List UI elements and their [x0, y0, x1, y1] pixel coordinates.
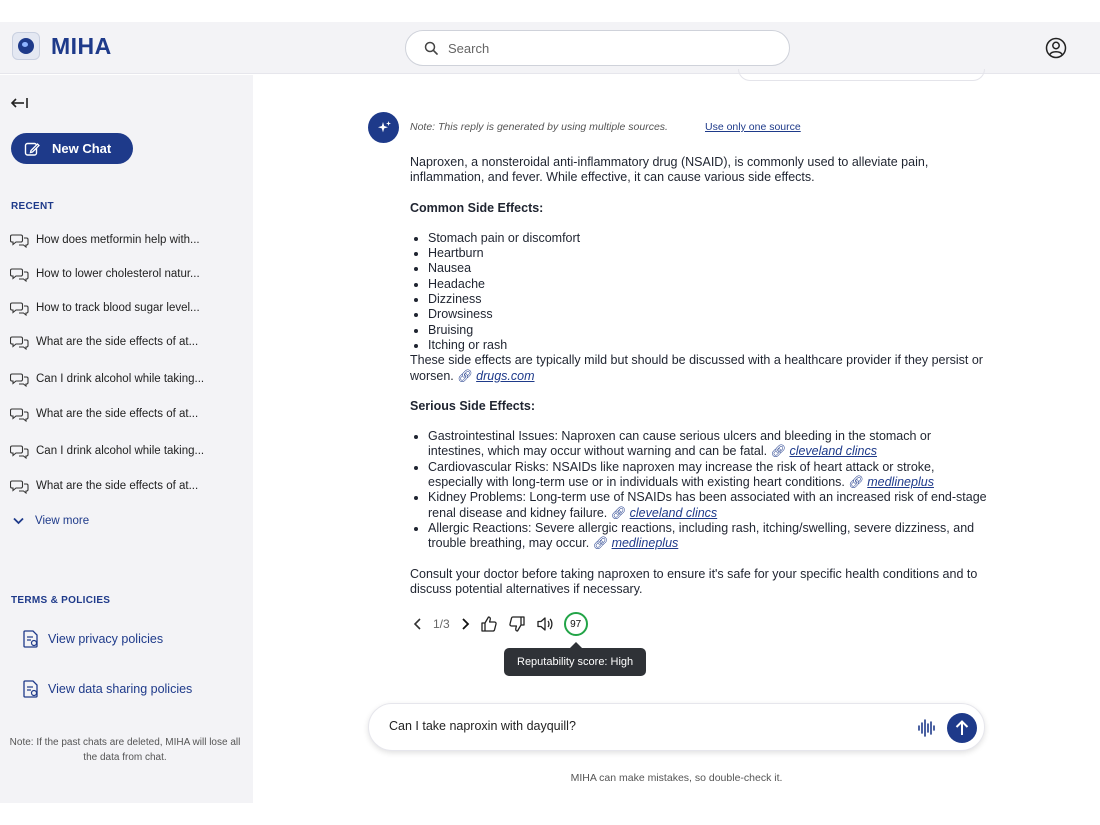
recent-chat-title: Can I drink alcohol while taking...	[36, 445, 205, 457]
source-label: medlineplus	[611, 536, 679, 551]
data-sharing-policies-label: View data sharing policies	[48, 682, 193, 696]
thumbs-up-icon[interactable]	[480, 615, 498, 633]
recent-chat-item[interactable]	[10, 475, 225, 497]
list-item: • Dizziness	[428, 292, 990, 307]
terms-section-title: TERMS & POLICIES	[11, 595, 111, 606]
view-more-label: View more	[35, 515, 90, 527]
list-item: • Nausea	[428, 261, 990, 276]
list-item-text: Cardiovascular Risks: NSAIDs like naproxen may increase the risk of heart attack or stroke, especially with long-term use or in individuals with existing heart conditions.	[428, 459, 935, 490]
source-link[interactable]	[593, 536, 679, 550]
recent-chat-title: How to track blood sugar level...	[36, 302, 200, 314]
source-label: medlineplus	[867, 475, 934, 490]
arrow-up-icon	[955, 720, 969, 736]
chat-bubble-icon	[10, 233, 29, 248]
reply-sources-note: Note: This reply is generated by using multiple sources.	[410, 121, 668, 133]
reputability-tooltip: Reputability score: High	[504, 648, 646, 676]
search-input[interactable]	[448, 41, 748, 56]
new-chat-button[interactable]	[11, 133, 133, 164]
chat-bubble-icon	[10, 267, 29, 282]
source-link[interactable]	[457, 369, 534, 383]
recent-chat-item[interactable]	[10, 440, 225, 462]
source-link[interactable]	[848, 475, 934, 489]
search-icon	[424, 41, 438, 55]
recent-section-title: RECENT	[11, 201, 54, 212]
list-item: • Heartburn	[428, 246, 990, 261]
thumbs-down-icon[interactable]	[508, 615, 526, 633]
list-item: • Itching or rash	[428, 338, 990, 353]
recent-chat-item[interactable]	[10, 331, 225, 353]
new-chat-label: New Chat	[52, 141, 112, 156]
assistant-avatar	[368, 112, 399, 143]
recent-chat-title: How to lower cholesterol natur...	[36, 268, 200, 280]
list-item-text: Allergic Reactions: Severe allergic reactions, including rash, itching/swelling, severe dizziness, and trouble breathing, may occur.	[428, 520, 975, 551]
source-label: cleveland clincs	[789, 444, 877, 459]
policy-document-icon	[23, 630, 39, 648]
common-effects-heading: Common Side Effects:	[410, 200, 544, 215]
recent-chat-item[interactable]	[10, 368, 225, 390]
link-icon: 🔗︎	[457, 368, 474, 383]
common-effects-list	[410, 231, 990, 353]
list-item	[428, 460, 990, 491]
list-item: • Bruising	[428, 323, 990, 338]
top-bar	[0, 22, 1100, 74]
list-item: • Drowsiness	[428, 307, 990, 322]
reputability-score-badge[interactable]	[564, 612, 588, 636]
recent-chat-title: What are the side effects of at...	[36, 408, 199, 420]
list-item	[428, 521, 990, 552]
recent-chat-title: Can I drink alcohol while taking...	[36, 373, 205, 385]
app-name: MIHA	[51, 33, 112, 59]
send-button[interactable]	[947, 713, 977, 743]
pager-label: 1/3	[433, 617, 450, 631]
privacy-policies-label: View privacy policies	[48, 632, 164, 646]
policy-document-icon	[23, 680, 39, 698]
common-footer-text: These side effects are typically mild but should be discussed with a healthcare provider if they persist or worsen.	[410, 353, 983, 383]
reply-body	[410, 155, 990, 597]
disclaimer-text: MIHA can make mistakes, so double-check it.	[570, 772, 783, 784]
chevron-right-icon[interactable]	[460, 618, 470, 630]
chat-bubble-icon	[10, 407, 29, 422]
recent-chat-title: What are the side effects of at...	[36, 336, 199, 348]
chat-bubble-icon	[10, 335, 29, 350]
recent-chat-item[interactable]	[10, 263, 225, 285]
chat-bubble-icon	[10, 479, 29, 494]
use-one-source-link[interactable]: Use only one source	[705, 121, 801, 133]
chat-bubble-icon	[10, 444, 29, 459]
privacy-policies-link[interactable]	[23, 630, 163, 648]
source-label: cleveland clincs	[629, 505, 718, 520]
source-label: drugs.com	[476, 368, 535, 383]
recent-chat-item[interactable]	[10, 403, 225, 425]
sidebar	[0, 75, 253, 803]
serious-effects-heading: Serious Side Effects:	[410, 398, 536, 413]
previous-message-bubble	[738, 69, 985, 81]
message-composer	[368, 703, 985, 751]
common-effects-footer	[410, 353, 990, 384]
miha-logo-icon	[12, 32, 40, 60]
sparkle-icon	[376, 120, 392, 136]
chevron-down-icon	[13, 517, 24, 525]
user-account-icon[interactable]	[1045, 37, 1067, 59]
list-item	[428, 429, 990, 460]
list-item-text: Kidney Problems: Long-term use of NSAIDs has been associated with an increased risk of end-stage renal disease and kidney failure.	[428, 490, 987, 520]
search-bar[interactable]	[405, 30, 790, 66]
list-item-text: Gastrointestinal Issues: Naproxen can cause serious ulcers and bleeding in the stomach or intestines, which may occur without warning and can be fatal.	[428, 429, 932, 459]
speaker-icon[interactable]	[536, 615, 554, 633]
collapse-sidebar-icon[interactable]	[10, 95, 30, 115]
list-item: • Stomach pain or discomfort	[428, 231, 990, 246]
chat-bubble-icon	[10, 301, 29, 316]
chat-bubble-icon	[10, 372, 29, 387]
serious-effects-list	[410, 429, 990, 551]
edit-icon	[24, 141, 40, 157]
source-link[interactable]	[771, 444, 877, 458]
view-more-button[interactable]	[13, 515, 89, 527]
sidebar-note: Note: If the past chats are deleted, MIHA will lose all the data from chat.	[9, 737, 241, 763]
recent-chat-item[interactable]	[10, 297, 225, 319]
list-item	[428, 490, 990, 521]
recent-chat-item[interactable]	[10, 229, 225, 251]
link-icon: 🔗︎	[592, 536, 609, 551]
score-value: 97	[570, 618, 582, 630]
source-link[interactable]	[611, 506, 717, 520]
reply-intro: Naproxen, a nonsteroidal anti-inflammatory drug (NSAID), is commonly used to alleviate pain, inflammation, and fever. While effective, it can cause various side effects.	[410, 155, 929, 185]
voice-input-icon[interactable]	[917, 718, 937, 738]
link-icon: 🔗︎	[848, 475, 865, 490]
link-icon: 🔗︎	[770, 444, 787, 459]
recent-chat-title: How does metformin help with...	[36, 234, 200, 246]
recent-chat-title: What are the side effects of at...	[36, 480, 199, 492]
data-sharing-policies-link[interactable]	[23, 680, 192, 698]
chevron-left-icon[interactable]	[413, 618, 423, 630]
link-icon: 🔗︎	[610, 505, 627, 520]
reply-actions	[413, 611, 588, 637]
list-item: • Headache	[428, 277, 990, 292]
message-input[interactable]	[389, 719, 889, 733]
reply-conclusion: Consult your doctor before taking naproxen to ensure it's safe for your specific health conditions and to discuss potential alternatives if necessary.	[410, 566, 978, 596]
chat-area	[253, 75, 1100, 825]
